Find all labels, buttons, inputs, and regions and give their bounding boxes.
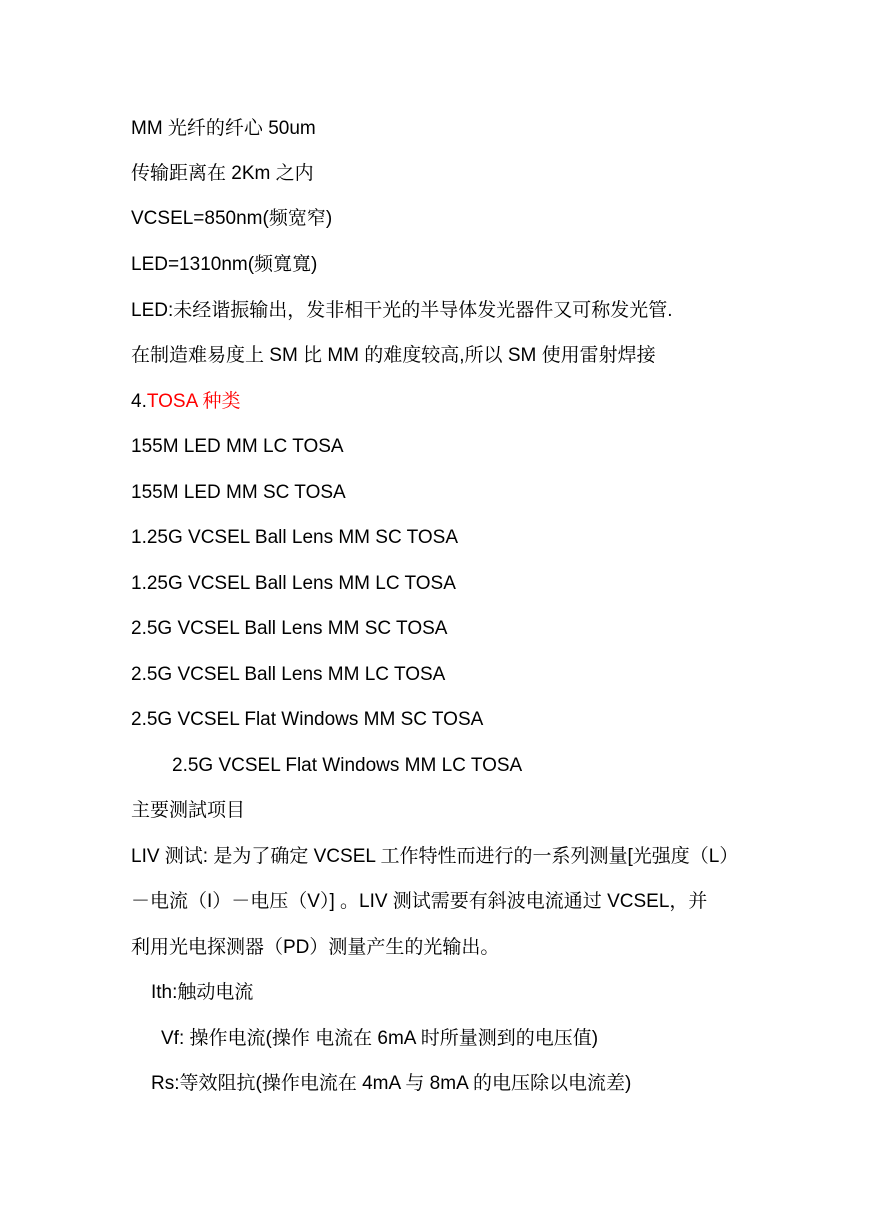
list-item: 155M LED MM SC TOSA <box>131 482 346 503</box>
section-number: 4. <box>131 391 147 412</box>
text-line: －电流（I）－电压（V）] 。LIV 测试需要有斜波电流通过 VCSEL，并 <box>131 891 708 912</box>
text-line: MM 光纤的纤心 50um <box>131 118 316 139</box>
list-item: 155M LED MM LC TOSA <box>131 436 344 457</box>
text-line: LED:未经谐振输出，发非相干光的半导体发光器件又可称发光管. <box>131 300 673 321</box>
text-line: 传输距离在 2Km 之内 <box>131 163 314 184</box>
text-line: 利用光电探测器（PD）测量产生的光输出。 <box>131 937 500 958</box>
text-line: LED=1310nm(频寬寬) <box>131 254 318 275</box>
list-item: 1.25G VCSEL Ball Lens MM SC TOSA <box>131 527 459 548</box>
section-heading <box>131 390 240 414</box>
text-line: VCSEL=850nm(频宽窄) <box>131 208 333 229</box>
list-item: 1.25G VCSEL Ball Lens MM LC TOSA <box>131 573 456 594</box>
list-item: 2.5G VCSEL Flat Windows MM SC TOSA <box>131 709 484 730</box>
text-line: Rs:等效阻抗(操作电流在 4mA 与 8mA 的电压除以电流差) <box>151 1073 632 1094</box>
text-line: Ith:触动电流 <box>151 982 254 1003</box>
list-item: 2.5G VCSEL Ball Lens MM LC TOSA <box>131 664 446 685</box>
list-item: 2.5G VCSEL Ball Lens MM SC TOSA <box>131 618 448 639</box>
text-line: LIV 测试: 是为了确定 VCSEL 工作特性而进行的一系列测量[光强度（L） <box>131 846 739 867</box>
section-heading: 主要测試项目 <box>131 800 246 821</box>
text-line: 在制造难易度上 SM 比 MM 的难度较高,所以 SM 使用雷射焊接 <box>131 345 656 366</box>
section-title: TOSA 种类 <box>146 391 241 412</box>
text-line: Vf: 操作电流(操作 电流在 6mA 时所量测到的电压值) <box>161 1028 599 1049</box>
list-item: 2.5G VCSEL Flat Windows MM LC TOSA <box>172 755 523 776</box>
